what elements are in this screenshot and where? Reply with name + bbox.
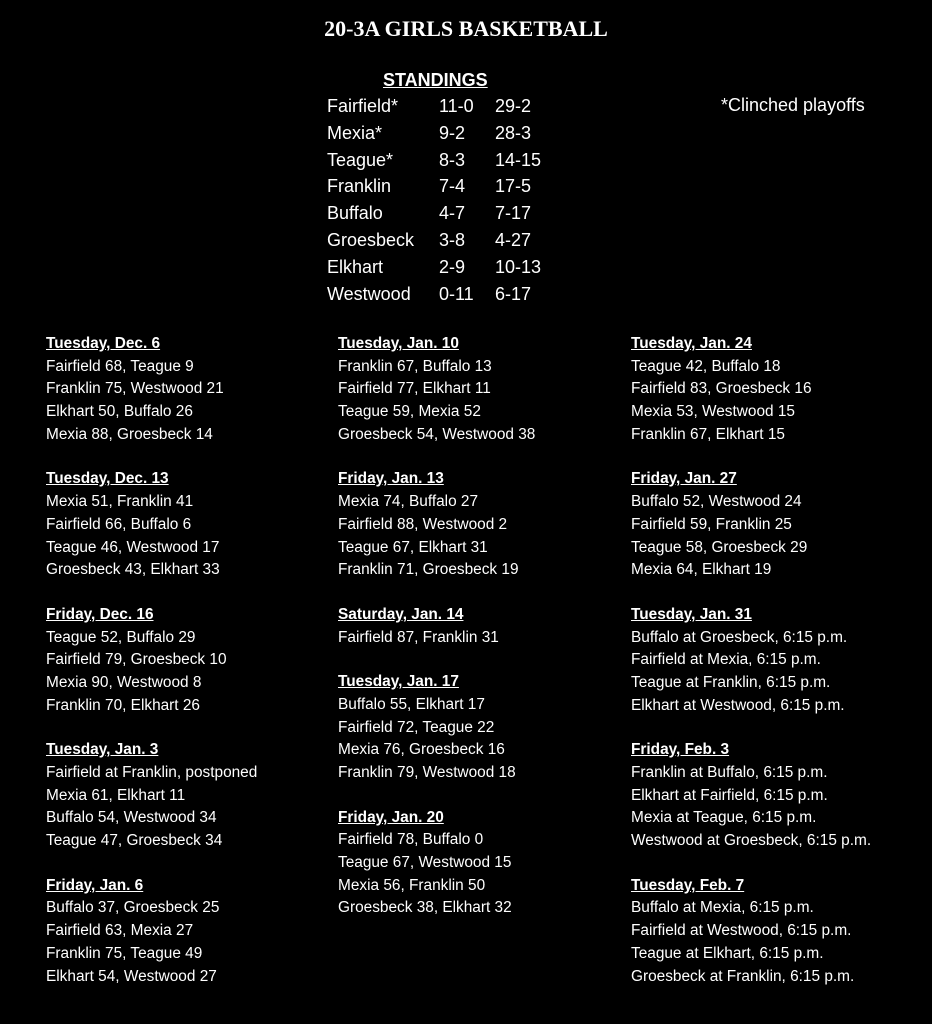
standings-row [327,200,555,227]
game-result: Franklin 67, Buffalo 13 [338,357,492,375]
game-result: Fairfield 66, Buffalo 6 [46,515,192,533]
game-result: Groesbeck 43, Elkhart 33 [46,561,220,579]
game-result: Fairfield 87, Franklin 31 [338,628,499,646]
game-day [338,671,535,784]
standings-heading: STANDINGS [383,70,488,90]
game-day [631,604,871,717]
game-day-date: Friday, Jan. 27 [631,470,737,488]
game-result: Fairfield at Mexia, 6:15 p.m. [631,651,821,669]
game-result: Westwood at Groesbeck, 6:15 p.m. [631,832,872,850]
district-record: 3-8 [439,229,466,250]
team-name: Teague* [327,149,394,170]
game-day [631,739,871,852]
game-day-date: Tuesday, Jan. 10 [338,335,459,352]
standings-row [327,281,555,308]
game-result: Buffalo 54, Westwood 34 [46,809,217,827]
standings-row [327,173,555,200]
game-day-date: Tuesday, Jan. 31 [631,605,752,623]
game-day-date: Saturday, Jan. 14 [338,605,464,623]
schedule-column-2 [338,333,535,942]
game-result: Elkhart at Westwood, 6:15 p.m. [631,696,845,714]
game-result: Franklin 79, Westwood 18 [338,764,516,781]
standings-table [327,93,555,307]
game-day-date: Tuesday, Dec. 6 [46,335,161,352]
schedule-column-1 [46,333,257,1010]
game-result: Fairfield at Franklin, postponed [46,764,258,781]
game-result: Teague 42, Buffalo 18 [631,357,781,375]
game-day-date: Tuesday, Jan. 24 [631,335,752,352]
game-day [46,739,257,852]
game-result: Buffalo 37, Groesbeck 25 [46,899,220,917]
game-result: Mexia 51, Franklin 41 [46,493,194,511]
standings-row [327,93,555,120]
team-name: Mexia* [327,122,383,143]
team-name: Buffalo [327,203,383,224]
game-result: Teague 58, Groesbeck 29 [631,538,808,556]
game-day-date: Friday, Jan. 20 [338,808,444,826]
game-result: Teague at Franklin, 6:15 p.m. [631,673,831,691]
district-record: 9-2 [439,122,466,143]
game-day [46,333,257,446]
game-day [631,333,871,446]
game-result: Mexia at Teague, 6:15 p.m. [631,809,817,827]
district-record: 0-11 [439,283,474,304]
game-result: Mexia 90, Westwood 8 [46,673,202,691]
game-result: Franklin 75, Teague 49 [46,944,203,962]
team-name: Groesbeck [327,229,415,250]
game-day-date: Tuesday, Feb. 7 [631,876,745,894]
game-day-date: Friday, Feb. 3 [631,741,730,759]
district-record: 8-3 [439,149,466,170]
overall-record: 7-17 [495,203,532,224]
overall-record: 29-2 [495,96,532,116]
game-result: Mexia 76, Groesbeck 16 [338,741,505,759]
game-result: Mexia 74, Buffalo 27 [338,493,479,511]
game-day [46,468,257,581]
game-result: Mexia 64, Elkhart 19 [631,561,772,579]
game-result: Fairfield 78, Buffalo 0 [338,831,484,849]
schedule-column-3 [631,333,871,1010]
game-result: Elkhart at Fairfield, 6:15 p.m. [631,786,828,804]
district-record: 11-0 [439,96,474,116]
game-day-date: Tuesday, Jan. 3 [46,741,159,759]
game-day-date: Friday, Dec. 16 [46,605,154,623]
game-result: Franklin 71, Groesbeck 19 [338,561,519,579]
game-result: Mexia 88, Groesbeck 14 [46,425,213,443]
overall-record: 6-17 [495,283,532,304]
game-result: Buffalo at Mexia, 6:15 p.m. [631,899,814,917]
overall-record: 4-27 [495,229,532,250]
overall-record: 14-15 [495,149,542,170]
district-record: 2-9 [439,256,466,277]
game-result: Mexia 53, Westwood 15 [631,403,795,421]
game-result: Fairfield 59, Franklin 25 [631,515,792,533]
game-result: Fairfield 88, Westwood 2 [338,515,508,533]
game-result: Elkhart 54, Westwood 27 [46,967,217,985]
team-name: Franklin [327,176,392,197]
game-result: Groesbeck 54, Westwood 38 [338,425,536,443]
overall-record: 28-3 [495,122,532,143]
team-name: Fairfield* [327,96,399,116]
game-day [631,468,871,581]
game-result: Elkhart 50, Buffalo 26 [46,403,193,421]
game-day-date: Friday, Jan. 13 [338,470,444,488]
game-result: Franklin 67, Elkhart 15 [631,425,785,443]
game-day-date: Tuesday, Jan. 17 [338,673,459,691]
game-result: Fairfield 63, Mexia 27 [46,922,194,940]
game-result: Mexia 56, Franklin 50 [338,876,486,894]
game-result: Teague 47, Groesbeck 34 [46,832,223,850]
game-result: Fairfield 79, Groesbeck 10 [46,651,227,669]
game-result: Franklin 75, Westwood 21 [46,380,224,398]
game-day [631,875,871,988]
game-result: Fairfield 72, Teague 22 [338,718,495,736]
game-result: Buffalo 55, Elkhart 17 [338,695,485,713]
game-result: Teague 67, Elkhart 31 [338,538,488,556]
standings-row [327,254,555,281]
overall-record: 10-13 [495,256,542,277]
page-title: 20-3A GIRLS BASKETBALL [324,16,608,41]
overall-record: 17-5 [495,176,532,197]
standings-row [327,120,555,147]
district-record: 7-4 [439,176,466,197]
game-result: Fairfield 77, Elkhart 11 [338,380,491,398]
game-result: Teague 46, Westwood 17 [46,538,220,556]
game-day [46,875,257,988]
standings-row [327,147,555,174]
game-result: Fairfield 83, Groesbeck 16 [631,380,812,398]
game-result: Groesbeck at Franklin, 6:15 p.m. [631,967,855,985]
game-result: Teague 59, Mexia 52 [338,403,481,421]
game-day-date: Tuesday, Dec. 13 [46,470,169,488]
game-day [338,807,535,920]
game-result: Mexia 61, Elkhart 11 [46,786,186,804]
game-result: Fairfield at Westwood, 6:15 p.m. [631,922,852,940]
district-record: 4-7 [439,203,466,224]
game-result: Teague at Elkhart, 6:15 p.m. [631,944,824,962]
clinched-playoffs-note: *Clinched playoffs [721,95,865,115]
game-day [338,604,535,649]
game-result: Franklin 70, Elkhart 26 [46,696,200,714]
game-day [46,604,257,717]
game-result: Franklin at Buffalo, 6:15 p.m. [631,764,828,781]
game-result: Teague 52, Buffalo 29 [46,628,196,646]
game-result: Fairfield 68, Teague 9 [46,357,194,375]
game-day [338,333,535,446]
team-name: Westwood [327,283,411,304]
game-result: Teague 67, Westwood 15 [338,854,512,872]
game-day [338,468,535,581]
game-result: Buffalo 52, Westwood 24 [631,493,802,511]
game-day-date: Friday, Jan. 6 [46,876,144,894]
team-name: Elkhart [327,256,384,277]
game-result: Buffalo at Groesbeck, 6:15 p.m. [631,628,848,646]
game-result: Groesbeck 38, Elkhart 32 [338,899,512,917]
standings-row [327,227,555,254]
